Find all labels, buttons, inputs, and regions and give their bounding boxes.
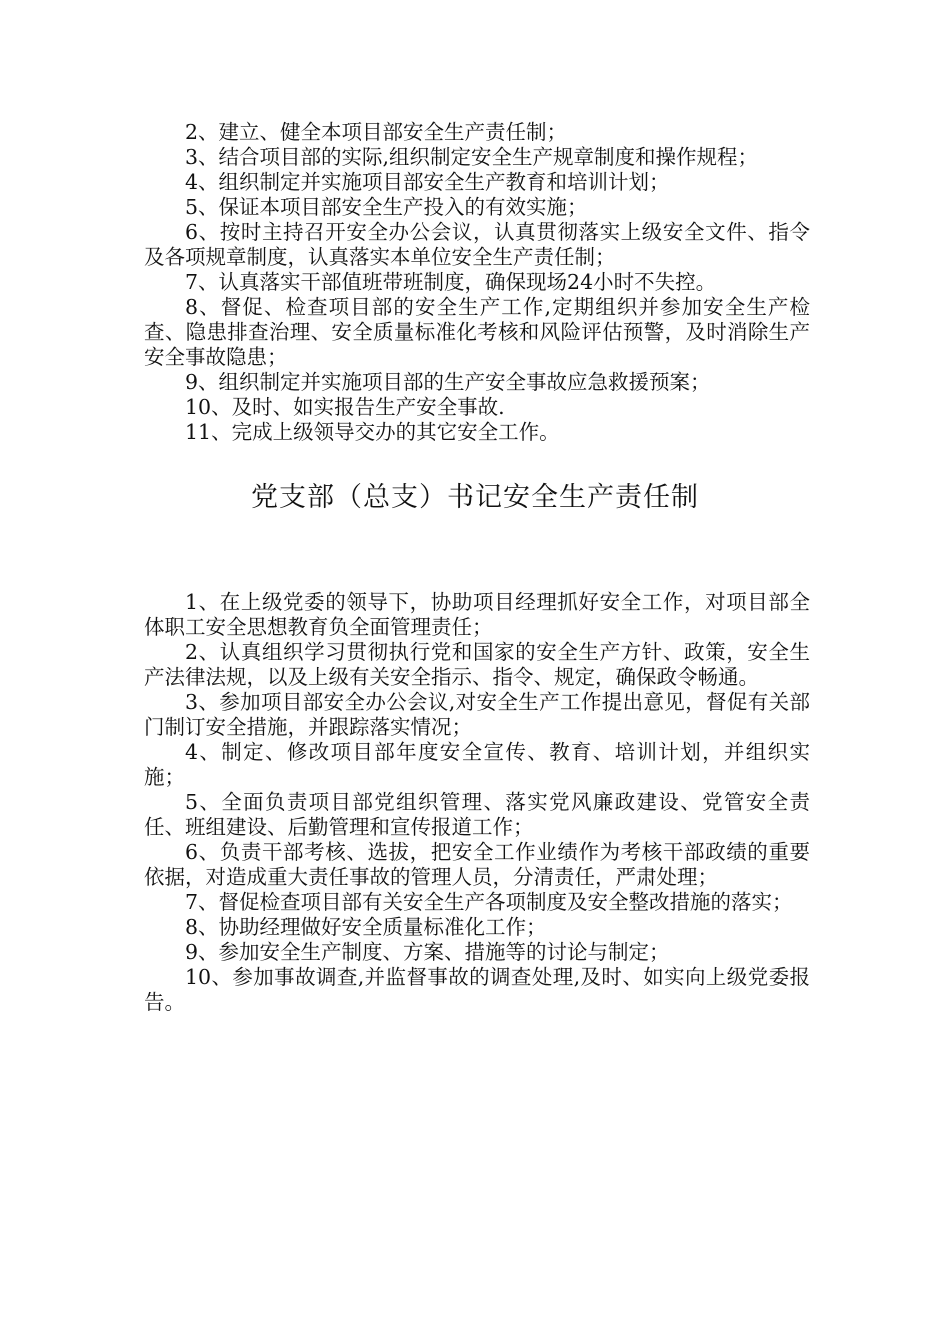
- list-item: 6、负责干部考核、选拔，把安全工作业绩作为考核干部政绩的重要依据，对造成重大责任事故的管理人员，分清责任，严肃处理；: [144, 840, 810, 889]
- list-item: 2、认真组织学习贯彻执行党和国家的安全生产方针、政策，安全生产法律法规，以及上级有关安全指示、指令、规定，确保政令畅通。: [144, 640, 810, 689]
- list-item: 4、组织制定并实施项目部安全生产教育和培训计划；: [185, 170, 670, 194]
- list-item: 3、结合项目部的实际,组织制定安全生产规章制度和操作规程；: [185, 145, 759, 169]
- list-item: 6、按时主持召开安全办公会议，认真贯彻落实上级安全文件、指令及各项规章制度，认真落实本单位安全生产责任制；: [144, 220, 810, 269]
- list-item: 5、全面负责项目部党组织管理、落实党风廉政建设、党管安全责任、班组建设、后勤管理和宣传报道工作；: [144, 790, 810, 839]
- list-item: 8、协助经理做好安全质量标准化工作；: [185, 915, 547, 939]
- section-title: 党支部（总支）书记安全生产责任制: [251, 482, 699, 513]
- list-item: 9、组织制定并实施项目部的生产安全事故应急救援预案；: [185, 370, 711, 394]
- list-item: 2、建立、健全本项目部安全生产责任制；: [185, 120, 568, 144]
- list-item: 3、参加项目部安全办公会议,对安全生产工作提出意见，督促有关部门制订安全措施，并跟踪落实情况；: [144, 690, 810, 739]
- list-item: 8、督促、检查项目部的安全生产工作,定期组织并参加安全生产检查、隐患排查治理、安全质量标准化考核和风险评估预警，及时消除生产安全事故隐患；: [144, 295, 810, 369]
- list-item: 11、完成上级领导交办的其它安全工作。: [185, 420, 560, 444]
- list-item: 7、认真落实干部值班带班制度，确保现场24小时不失控。: [185, 270, 717, 294]
- list-item: 4、制定、修改项目部年度安全宣传、教育、培训计划，并组织实施；: [144, 740, 810, 789]
- list-item: 9、参加安全生产制度、方案、措施等的讨论与制定；: [185, 940, 670, 964]
- list-item: 7、督促检查项目部有关安全生产各项制度及安全整改措施的落实；: [185, 890, 793, 914]
- list-item: 10、及时、如实报告生产安全事故.: [185, 395, 505, 419]
- list-item: 1、在上级党委的领导下，协助项目经理抓好安全工作，对项目部全体职工安全思想教育负全面管理责任；: [144, 590, 810, 639]
- list-item: 5、保证本项目部安全生产投入的有效实施；: [185, 195, 588, 219]
- responsibility-list-party-secretary: [144, 590, 810, 1015]
- responsibility-list-project-manager: [144, 120, 810, 445]
- list-item: 10、参加事故调查,并监督事故的调查处理,及时、如实向上级党委报告。: [144, 965, 810, 1014]
